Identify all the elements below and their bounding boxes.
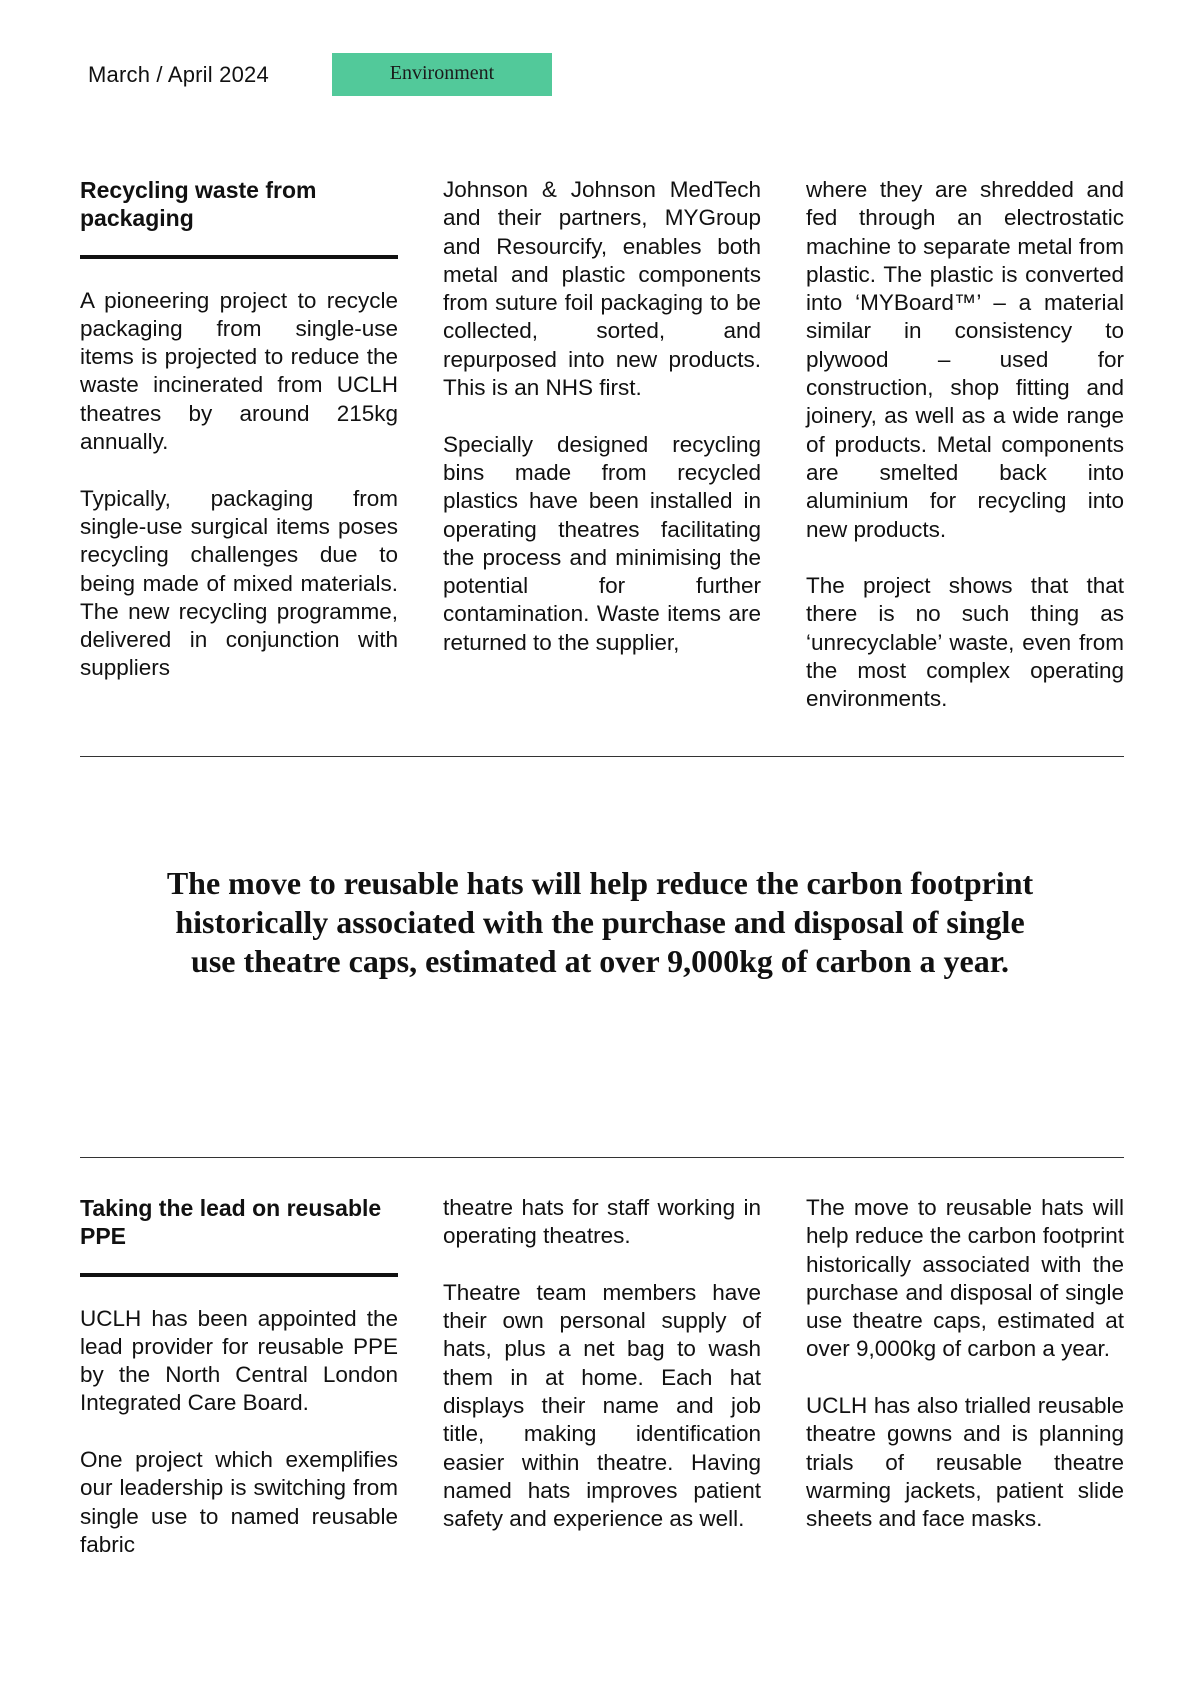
paragraph: Theatre team members have their own personal supply of hats, plus a net bag to wash them in at home. Each hat displays their name and job title, making identification easier within theatre. Having named hats improves patient safety and experience as well.: [443, 1279, 761, 1532]
article-recycling: [80, 176, 1124, 714]
paragraph: Johnson & Johnson MedTech and their partners, MYGroup and Resourcify, enables both metal and plastic components from suture foil packaging to be collected, sorted, and repurposed into new products. This is an NHS first.: [443, 177, 761, 401]
heading-divider: [80, 1273, 398, 1277]
article-heading: Taking the lead on reusable PPE: [80, 1195, 382, 1250]
article-reusable-ppe: [80, 1194, 1124, 1559]
article-column-3: [806, 1194, 1124, 1559]
article-column-3: [806, 176, 1124, 714]
section-divider: [80, 756, 1124, 757]
paragraph: The project shows that that there is no such thing as ‘unrecyclable’ waste, even from the most complex operating environments.: [806, 573, 1124, 712]
article-column-2: [443, 176, 761, 714]
paragraph: The move to reusable hats will help reduce the carbon footprint historically associated with the purchase and disposal of single use theatre caps, estimated at over 9,000kg of carbon a year.: [806, 1195, 1124, 1362]
paragraph: where they are shredded and fed through an electrostatic machine to separate metal from plastic. The plastic is converted into ‘MYBoard™’ – a material similar in consistency to plywood – used for construction, shop fitting and joinery, as well as a wide range of products. Metal components are smelted back into aluminium for recycling into new products.: [806, 177, 1124, 542]
paragraph: Specially designed recycling bins made from recycled plastics have been installed in operating theatres facilitating the process and minimising the potential for further contamination. Waste items are returned to the supplier,: [443, 431, 761, 655]
paragraph: theatre hats for staff working in operating theatres.: [443, 1195, 761, 1249]
paragraph: UCLH has also trialled reusable theatre gowns and is planning trials of reusable theatre warming jackets, patient slide sheets and face masks.: [806, 1393, 1124, 1532]
section-tag: Environment: [332, 53, 552, 96]
paragraph: Typically, packaging from single-use surgical items poses recycling challenges due to being made of mixed materials. The new recycling programme, delivered in conjunction with suppliers: [80, 485, 398, 681]
pull-quote: The move to reusable hats will help reduce the carbon footprint historically associated with the purchase and disposal of single use theatre caps, estimated at over 9,000kg of carbon a year.: [166, 865, 1034, 979]
paragraph: One project which exemplifies our leadership is switching from single use to named reusable fabric: [80, 1447, 398, 1557]
article-column-1: [80, 1194, 398, 1559]
article-column-2: [443, 1194, 761, 1559]
issue-date: March / April 2024: [88, 62, 269, 87]
heading-divider: [80, 255, 398, 259]
paragraph: A pioneering project to recycle packaging from single-use items is projected to reduce the waste incinerated from UCLH theatres by around 215kg annually.: [80, 287, 398, 455]
section-divider: [80, 1157, 1124, 1158]
paragraph: UCLH has been appointed the lead provider for reusable PPE by the North Central London Integrated Care Board.: [80, 1305, 398, 1416]
article-heading: Recycling waste from packaging: [80, 177, 317, 232]
article-column-1: [80, 176, 398, 714]
